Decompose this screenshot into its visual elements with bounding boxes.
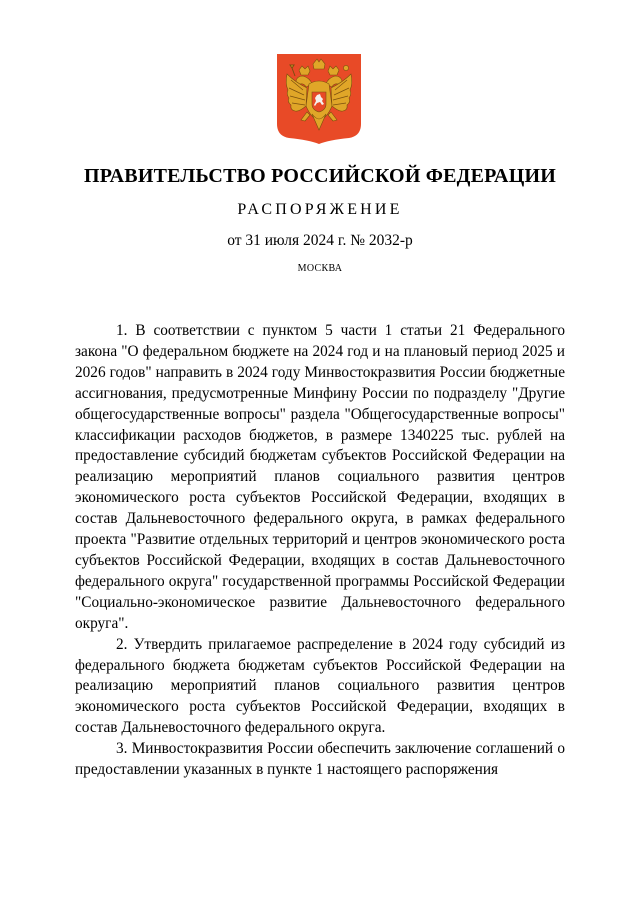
- paragraph-3: 3. Минвостокразвития России обеспечить заключение соглашений о предоставлении указанных в пункте 1 настоящего распоряжения: [75, 740, 565, 779]
- document-city: МОСКВА: [297, 263, 343, 274]
- document-type: РАСПОРЯЖЕНИЕ: [237, 201, 403, 218]
- document-body: [75, 321, 565, 781]
- government-title: ПРАВИТЕЛЬСТВО РОССИЙСКОЙ ФЕДЕРАЦИИ: [84, 165, 556, 187]
- paragraph-2: 2. Утвердить прилагаемое распределение в 2024 году субсидий из федерального бюджета бюджетам субъектов Российской Федерации на реализацию мероприятий планов социального развития центров экономического роста субъектов Российской Федерации, входящих в состав Дальневосточного федерального округа.: [75, 635, 565, 737]
- russian-coat-of-arms-icon: [277, 54, 361, 144]
- document-date-number: от 31 июля 2024 г. № 2032-р: [227, 232, 413, 249]
- paragraph-1: 1. В соответствии с пунктом 5 части 1 статьи 21 Федерального закона "О федеральном бюджете на 2024 год и на плановый период 2025 и 2026 годов" направить в 2024 году Минвостокразвития России бюджетные ассигнования, предусмотренные Минфину России по подразделу "Другие общегосударственные вопросы" раздела "Общегосударственные вопросы" классификации расходов бюджетов, в размере 1340225 тыс. рублей на предоставление субсидий бюджетам субъектов Российской Федерации на реализацию мероприятий планов социального развития центров экономического роста субъектов Российской Федерации, входящих в состав Дальневосточного федерального округа, в рамках федерального проекта "Развитие отдельных территорий и центров экономического роста субъектов Российской Федерации, входящих в состав Дальневосточного федерального округа" государственной программы Российской Федерации "Социально-экономическое развитие Дальневосточного федерального округа".: [75, 322, 565, 632]
